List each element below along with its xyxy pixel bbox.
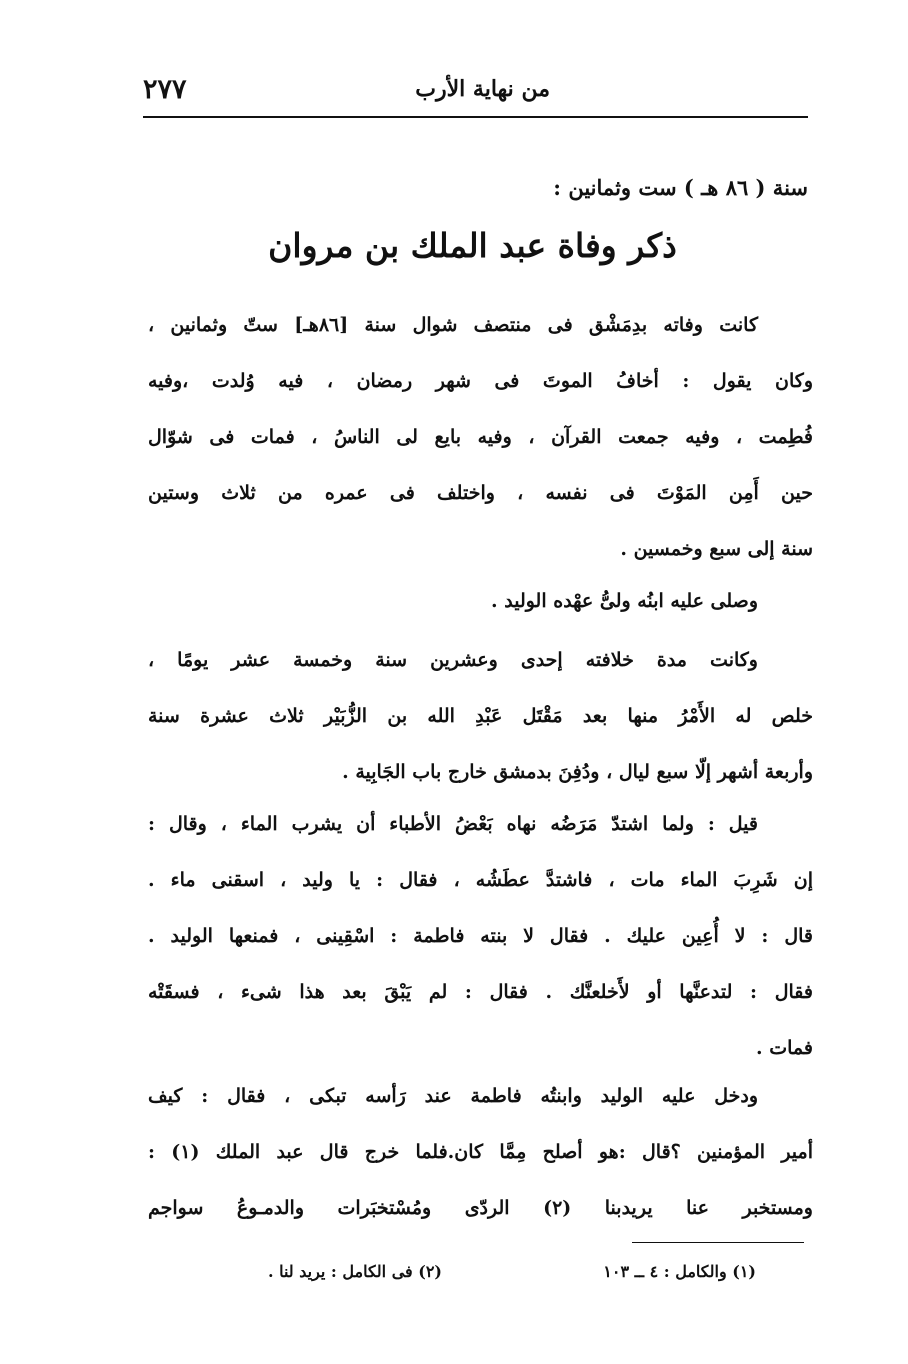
text-line: وكانت مدة خلافته إحدى وعشرين سنة وخمسة عشر يومًا ، [148, 649, 758, 671]
text-line: فُطِمت ، وفيه جمعت القرآن ، وفيه بايع لى الناسُ ، فمات فى شوّال [148, 426, 813, 448]
paragraph-illness [148, 796, 813, 1076]
footnote-divider [632, 1242, 804, 1243]
footnote-2: (٢) فى الكامل : يريد لنا . [267, 1262, 442, 1281]
text-line: ودخل عليه الوليد وابنتُه فاطمة عند رَأسه تبكى ، فقال : كيف [148, 1085, 758, 1107]
text-line: قال : لا أُعِين عليك . فقال لا بنته فاطمة : اسْقِينى ، فمنعها الوليد . [148, 925, 813, 947]
text-line: قيل : ولما اشتدّ مَرَضُه نهاه بَعْضُ الأطباء أن يشرب الماء ، وقال : [148, 813, 758, 835]
text-line: فقال : لتدعنَّها أو لأَخلعنَّك . فقال : لم يَبْقَ بعد هذا شىء ، فسقَتْه [148, 981, 813, 1003]
chapter-title: ذكر وفاة عبد الملك بن مروان [268, 226, 677, 265]
header-divider [143, 116, 808, 118]
running-title: من نهاية الأرب [415, 76, 550, 102]
year-heading: سنة ( ٨٦ هـ ) ست وثمانين : [553, 175, 808, 200]
text-line: وكان يقول : أخافُ الموتَ فى شهر رمضان ، فيه وُلدت ،وفيه [148, 370, 813, 392]
text-line: حين أَمِن المَوْتَ فى نفسه ، واختلف فى عمره من ثلاث وستين [148, 482, 813, 504]
paragraph-death [148, 297, 813, 577]
paragraph-prayer [148, 573, 813, 629]
text-line: وصلى عليه ابنُه ولىُّ عهْده الوليد . [491, 590, 758, 612]
paragraph-caliphate [148, 632, 813, 800]
text-line: وأربعة أشهر إلّا سبع ليال ، ودُفِنَ بدمشق خارج باب الجَابِية . [342, 761, 813, 783]
text-line: إن شَرِبَ الماء مات ، فاشتدَّ عطَشُه ، فقال : يا وليد ، اسقنى ماء . [148, 869, 813, 891]
text-line: فمات . [756, 1037, 813, 1059]
text-line: سنة إلى سبع وخمسين . [620, 538, 813, 560]
text-line: كانت وفاته بدِمَشْق فى منتصف شوال سنة [٨٦هـ] ستّ وثمانين ، [148, 314, 758, 336]
page-number: ٢٧٧ [143, 74, 187, 105]
page-header [143, 70, 808, 114]
text-line: أمير المؤمنين ؟قال :هو أصلح مِمَّا كان.فلما خرج قال عبد الملك (١) : [148, 1141, 813, 1163]
paragraph-visit [148, 1068, 813, 1236]
footnote-1: (١) والكامل : ٤ ــ ١٠٣ [603, 1262, 756, 1281]
text-line: خلص له الأَمْرُ منها بعد مَقْتَل عَبْدِ الله بن الزُّبَيْر ثلاث عشرة سنة [148, 705, 813, 727]
verse-line: ومستخبر عنا يريدبنا (٢) الردّى ومُسْتخبَرات والدمـوعُ سواجم [148, 1197, 813, 1219]
